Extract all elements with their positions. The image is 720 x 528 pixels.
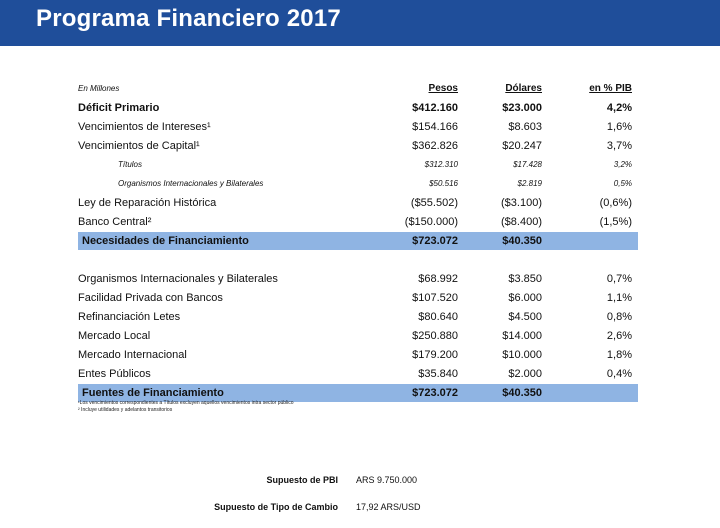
- row-label: Organismos Internacionales y Bilaterales: [78, 273, 278, 285]
- cell-pesos: $312.310: [424, 160, 458, 169]
- row-label: Facilidad Privada con Bancos: [78, 292, 223, 304]
- table-row: [78, 213, 638, 231]
- cell-dolares: ($3.100): [501, 197, 542, 209]
- page-title: Programa Financiero 2017: [36, 5, 341, 32]
- cell-pesos: $80.640: [418, 311, 458, 323]
- table-row: [78, 346, 638, 364]
- cell-pib: 0,8%: [606, 311, 632, 323]
- cell-pib: 1,1%: [606, 292, 632, 304]
- column-header-pib: en % PIB: [589, 83, 632, 94]
- cell-pesos: $50.516: [429, 179, 458, 188]
- table-row: [78, 308, 638, 326]
- cell-pib: 3,7%: [606, 140, 632, 152]
- row-label: Banco Central²: [78, 216, 152, 228]
- cell-pesos: $723.072: [412, 235, 458, 247]
- table-row: [78, 289, 638, 307]
- cell-pesos: ($150.000): [404, 216, 458, 228]
- table-row: [78, 99, 638, 117]
- table-row: [78, 365, 638, 383]
- row-label: Vencimientos de Capital¹: [78, 140, 200, 152]
- row-label: Vencimientos de Intereses¹: [78, 121, 211, 133]
- cell-dolares: $14.000: [502, 330, 542, 342]
- cell-pesos: $68.992: [418, 273, 458, 285]
- cell-pib: (1,5%): [599, 216, 632, 228]
- table-row: [78, 156, 638, 174]
- cell-pesos: $250.880: [412, 330, 458, 342]
- cell-pesos: $107.520: [412, 292, 458, 304]
- cell-dolares: $2.819: [517, 179, 542, 188]
- column-header-pesos: Pesos: [428, 83, 458, 94]
- cell-dolares: $8.603: [508, 121, 542, 133]
- row-label: Mercado Local: [78, 330, 151, 342]
- table-row: [78, 137, 638, 155]
- total-row-needs: [78, 232, 638, 250]
- footnote: ¹Los vencimientos correspondientes a Títulos excluyen aquellos vencimientos intra sector público: [78, 400, 294, 406]
- table-row: [78, 194, 638, 212]
- table-row: [78, 327, 638, 345]
- cell-dolares: $40.350: [502, 235, 542, 247]
- cell-dolares: $6.000: [508, 292, 542, 304]
- row-label: Ley de Reparación Histórica: [78, 197, 217, 209]
- cell-pib: 4,2%: [606, 102, 632, 114]
- cell-dolares: $10.000: [502, 349, 542, 361]
- cell-pib: 1,8%: [606, 349, 632, 361]
- row-label: Mercado Internacional: [78, 349, 187, 361]
- row-label: Refinanciación Letes: [78, 311, 181, 323]
- cell-pesos: $412.160: [412, 102, 458, 114]
- table-row: [78, 175, 638, 193]
- cell-pib: 1,6%: [606, 121, 632, 133]
- cell-dolares: $17.428: [513, 160, 542, 169]
- assumption-label-exchange-rate: Supuesto de Tipo de Cambio: [214, 502, 338, 512]
- cell-pib: 0,5%: [613, 179, 632, 188]
- assumption-label-pbi: Supuesto de PBI: [266, 475, 338, 485]
- table-row: [78, 270, 638, 288]
- row-label: Títulos: [118, 160, 143, 169]
- row-label: Organismos Internacionales y Bilaterales: [118, 179, 264, 188]
- cell-pib: 0,7%: [606, 273, 632, 285]
- cell-dolares: ($8.400): [501, 216, 542, 228]
- cell-pesos: $723.072: [412, 387, 458, 399]
- row-label: Necesidades de Financiamiento: [82, 235, 249, 247]
- cell-pib: 0,4%: [606, 368, 632, 380]
- table-row: [78, 118, 638, 136]
- assumption-value-pbi: ARS 9.750.000: [356, 475, 418, 485]
- cell-dolares: $20.247: [502, 140, 542, 152]
- cell-dolares: $23.000: [502, 102, 542, 114]
- table-header-row: [78, 80, 638, 98]
- cell-dolares: $3.850: [508, 273, 542, 285]
- cell-pesos: $154.166: [412, 121, 458, 133]
- assumption-value-exchange-rate: 17,92 ARS/USD: [356, 502, 421, 512]
- cell-pib: (0,6%): [599, 197, 632, 209]
- footnotes: [78, 400, 478, 414]
- cell-dolares: $2.000: [508, 368, 542, 380]
- column-header-dolares: Dólares: [505, 83, 542, 94]
- cell-dolares: $40.350: [502, 387, 542, 399]
- title-banner: [0, 0, 720, 46]
- cell-pesos: $179.200: [412, 349, 458, 361]
- footnote: ² Incluye utilidades y adelantos transitorios: [78, 407, 173, 413]
- row-label: Fuentes de Financiamiento: [82, 387, 224, 399]
- cell-pesos: $362.826: [412, 140, 458, 152]
- cell-pesos: ($55.502): [410, 197, 458, 209]
- cell-dolares: $4.500: [508, 311, 542, 323]
- row-label: Déficit Primario: [78, 102, 160, 114]
- cell-pib: 3,2%: [613, 160, 632, 169]
- row-label: Entes Públicos: [78, 368, 151, 380]
- cell-pesos: $35.840: [418, 368, 458, 380]
- cell-pib: 2,6%: [606, 330, 632, 342]
- unit-label: En Millones: [78, 84, 120, 93]
